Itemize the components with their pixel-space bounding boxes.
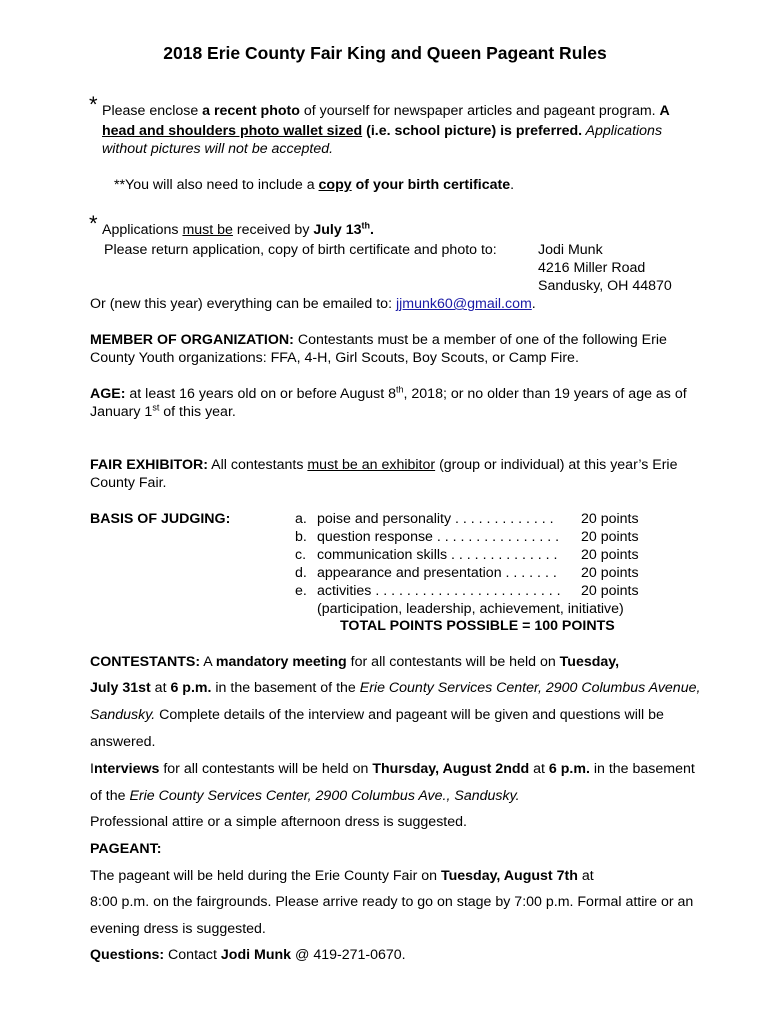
contestants-line-2: July 31st at 6 p.m. in the basement of the Erie County Services Center, 2900 Columbus Avenue, — [90, 680, 701, 696]
judging-note: (participation, leadership, achievement, initiative) — [317, 601, 624, 617]
member-line-1: MEMBER OF ORGANIZATION: Contestants must be a member of one of the following Erie — [90, 332, 667, 348]
exhibitor-line-1: FAIR EXHIBITOR: All contestants must be an exhibitor (group or individual) at this year’s Erie — [90, 457, 678, 473]
bullet-star: * — [89, 92, 98, 117]
age-line-1: AGE: at least 16 years old on or before August 8th, 2018; or no older than 19 years of age as of — [90, 384, 687, 402]
birth-certificate-line: **You will also need to include a copy of your birth certificate. — [114, 177, 515, 193]
photo-line-3: without pictures will not be accepted. — [102, 141, 334, 157]
pageant-label: PAGEANT: — [90, 841, 162, 857]
pageant-line-2: 8:00 p.m. on the fairgrounds. Please arrive ready to go on stage by 7:00 p.m. Formal attire or an — [90, 894, 694, 910]
address-city: Sandusky, OH 44870 — [538, 278, 672, 294]
exhibitor-line-2: County Fair. — [90, 475, 167, 491]
interviews-line-2: of the Erie County Services Center, 2900 Columbus Ave., Sandusky. — [90, 788, 520, 804]
interviews-line-3: Professional attire or a simple afternoon dress is suggested. — [90, 814, 467, 830]
age-line-2: January 1st of this year. — [90, 402, 236, 420]
photo-line-2: head and shoulders photo wallet sized (i.e. school picture) is preferred. Applications — [102, 123, 663, 139]
contestants-line-4: answered. — [90, 734, 156, 750]
member-line-2: County Youth organizations: FFA, 4-H, Girl Scouts, Boy Scouts, or Camp Fire. — [90, 350, 579, 366]
judging-total: TOTAL POINTS POSSIBLE = 100 POINTS — [340, 618, 615, 634]
contestants-line-1: CONTESTANTS: A mandatory meeting for all contestants will be held on Tuesday, — [90, 654, 620, 670]
email-line: Or (new this year) everything can be emailed to: jjmunk60@gmail.com. — [90, 296, 536, 312]
deadline-line: Applications must be received by July 13th. — [102, 220, 374, 238]
email-link[interactable]: jjmunk60@gmail.com — [395, 296, 532, 312]
address-street: 4216 Miller Road — [538, 260, 646, 276]
pageant-line-1: The pageant will be held during the Erie County Fair on Tuesday, August 7th at — [90, 868, 594, 884]
page-title: 2018 Erie County Fair King and Queen Pageant Rules — [163, 43, 607, 63]
interviews-line-1: Interviews for all contestants will be held on Thursday, August 2ndd at 6 p.m. in the basement — [90, 761, 695, 777]
questions-line: Questions: Contact Jodi Munk @ 419-271-0670. — [90, 947, 406, 963]
return-instructions: Please return application, copy of birth certificate and photo to: — [104, 242, 497, 258]
pageant-line-3: evening dress is suggested. — [90, 921, 266, 937]
bullet-star: * — [89, 211, 98, 236]
address-name: Jodi Munk — [538, 242, 603, 258]
contestants-line-3: Sandusky. Complete details of the interview and pageant will be given and questions will be — [90, 707, 664, 723]
photo-line-1: Please enclose a recent photo of yourself for newspaper articles and pageant program. A — [102, 103, 670, 119]
document-page: 2018 Erie County Fair King and Queen Pageant Rules * Please enclose a recent photo of yourself for newspaper articles and pageant program. A head and shoulders photo wallet sized (i.e. school picture) is preferred. Applications without pictures will not be accepted. **You will also need to include a copy of your birth certificate. * Applications must be received by July 13th. Please return application, copy of birth certificate and photo to: Jodi Munk 4216 Miller Road Sandusky, OH 44870 Or (new this year) everything can be emailed to: jjmunk60@gmail.com. MEMBER OF ORGANIZATION: Contestants must be a member of one of the following Erie County Youth organizations: FFA, 4-H, Girl Scouts, Boy Scouts, or Camp Fire. AGE: at least 16 years old on or before August 8th, 2018; or no older than 19 years of age as of January 1st of this year. FAIR EXHIBITOR: All contestants must be an exhibitor (group or individual) at this year’s Erie County Fair. BASIS OF JUDGING: a. poise and personality . . . . . . . . . . . . . 20 points b. question response . . . . . . . . . . . . . . . . 20 points c. communication skills . . . . . . . . . . . . . . 20 points d. appearance and presentation . . . . . . . 20 points e. activities . . . . . . . . . . . . . . . . . . . . . . . . 20 points (participation, leadership, achievement, initiative) TOTAL POINTS POSSIBLE = 100 POINTS CONTESTANTS: A mandatory meeting for all contestants will be held on Tuesday, July 31st at 6 p.m. in the basement of the Erie County Services Center, 2900 Columbus Avenue, Sandusky. Complete details of the interview and pageant will be given and questions will be answered. Interviews for all contestants will be held on Thursday, August 2ndd at 6 p.m. in the basement of the Erie County Services Center, 2900 Columbus Ave., Sandusky. Professional attire or a simple afternoon dress is suggested. PAGEANT: The pageant will be held during the Erie County Fair on Tuesday, August 7th at 8:00 p.m. on the fairgrounds. Please arrive ready to go on stage by 7:00 p.m. Formal attire or an evening dress is suggested. Questions: Contact Jodi Munk @ 419-271-0670. — [0, 0, 770, 1024]
judging-label: BASIS OF JUDGING: — [90, 511, 231, 527]
